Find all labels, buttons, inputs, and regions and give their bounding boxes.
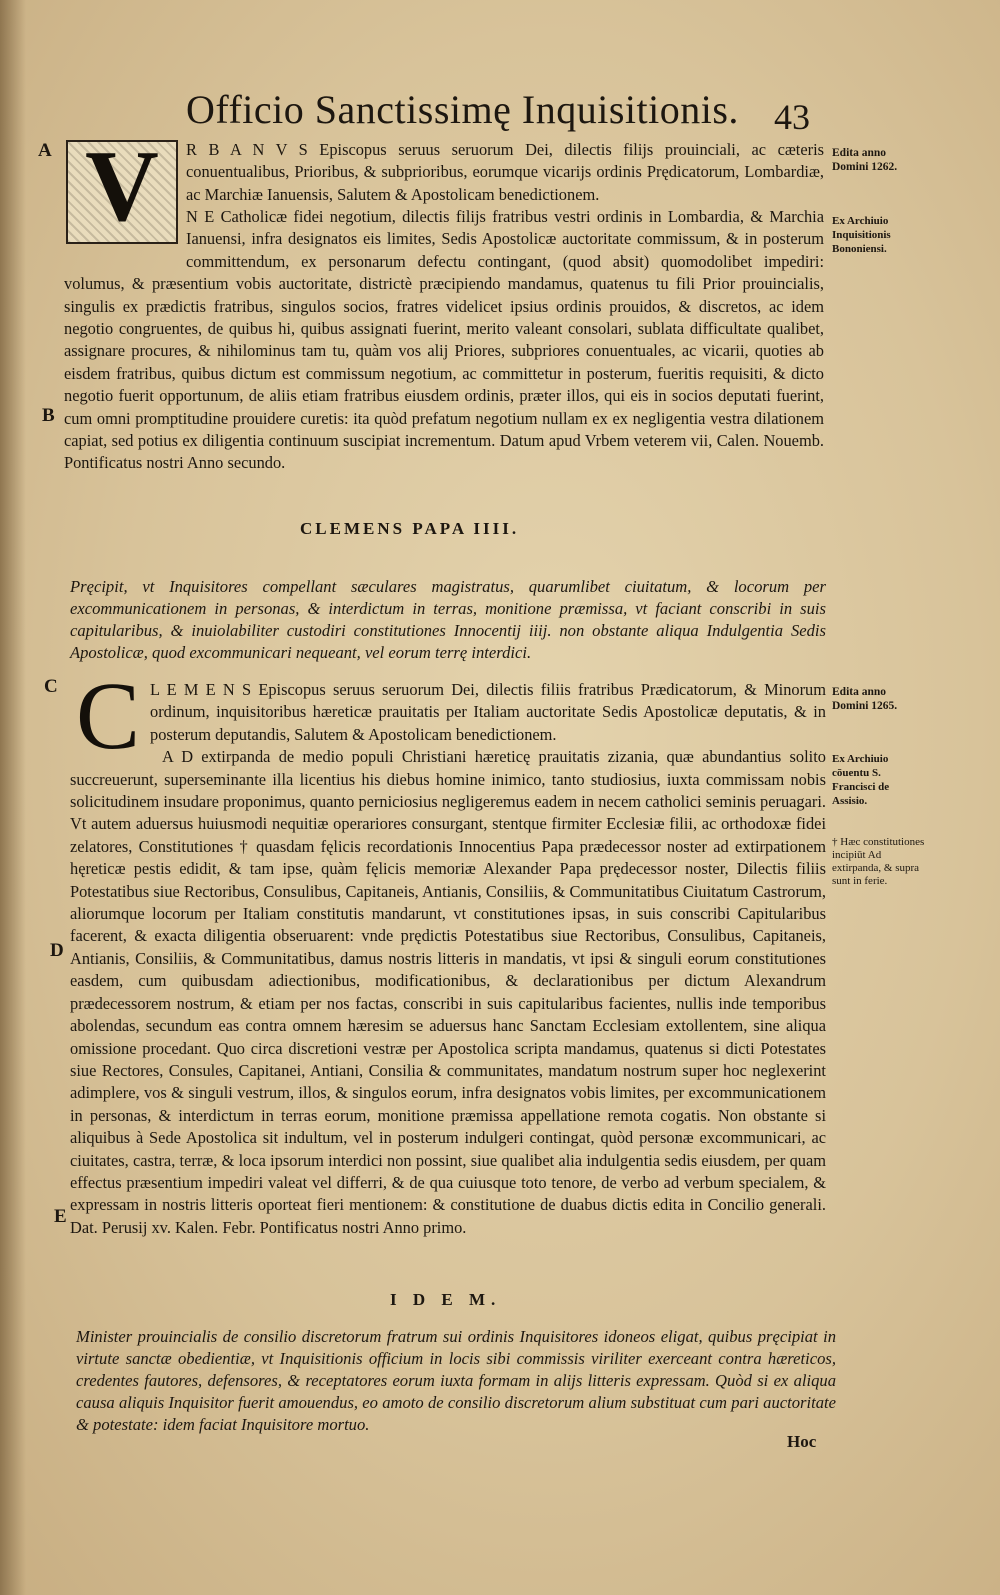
idem-summary: Minister prouincialis de consilio discretorum fratrum sui ordinis Inquisitores idoneos eligat, quibus pręcipiat in virtute sanctæ obedientiæ, vt Inquisitionis officium in locis sibi commissis viriliter exerceant contra hæreticos, credentes fautores, defensores, & receptatores eorum iuxta formam in alijs litteris expressam. Quòd si ex aliqua causa aliquis Inquisitor fuerit amouendus, eo amoto de consilio discretorum alium substituat cum pari auctoritate & potestate: idem faciat Inquisitore mortuo. (76, 1327, 836, 1434)
urban-margin-date: Edita anno Domini 1262. (832, 147, 898, 173)
urban-bull-intro: R B A N V S Episcopus seruus seruorum Dei, dilectis filijs prouinciali, ac cæteris conuentualibus, Prioribus, & subprioribus, eorumque vicarijs ordinis Prędicatorum, Lombardiæ, ac Marchiæ Ianuensis, Salutem & Apostolicam benedictionem. (186, 140, 824, 204)
section-letter-a: A (38, 140, 52, 161)
section-letter-e: E (54, 1206, 67, 1227)
section-letter-b: B (42, 405, 55, 426)
urban-bull-body: N E Catholicæ fidei negotium, dilectis filijs fratribus vestri ordinis in Lombardia, & Marchia Ianuensi, infra designatos eis limites, Sedis Apostolicæ auctoritate commissum, & in posterum committendum, ex personarum defectu contingant, (quod absit) quomodolibet impediri: volumus, & præsentium vobis auctoritate, districtè præcipiendo mandamus, quatenus tu fili Prior prouincialis, singulis ex prædictis fratribus, singulos socios, fratres videlicet ipsius ordinis prouidos, & discretos, ac idem negotio congruentes, de quibus hi, quibus assignati fuerint, merito valeant consolari, sublata difficultate qualibet, assignare procures, & nihilominus tam tu, quàm vos alij Priores, subpriores conuentuales, ac vicarii, quoties ab eisdem fratribus, quibus dictum est commissum negotium, ac committetur in posterum, fueritis requisiti, & dicto negotio fuerit opportunum, de aliis etiam fratribus eiusdem ordinis, præter illos, qui eis in socios deputati fuerint, cum omni promptitudine prouidere curetis: ita quòd prefatum negotium nullam ex ex negligentia vestra dilationem capiat, sed potius ex diligentia continuum suscipiat incrementum. Datum apud Vrbem veterem vii, Calen. Nouemb. Pontificatus nostri Anno secundo. (64, 207, 824, 473)
clemens-margin-note: † Hæc constitutiones incipiūt Ad extirpanda, & supra sunt in ferie. (832, 836, 925, 887)
initial-float-spacer (64, 206, 186, 272)
catchword: Hoc (787, 1432, 817, 1451)
urban-margin-source: Ex Archiuio Inquisitionis Bononiensi. (832, 215, 891, 255)
section-letter-c: C (44, 676, 58, 697)
clemens-heading: CLEMENS PAPA IIII. (300, 519, 520, 538)
running-head (186, 86, 826, 133)
idem-heading: I D E M. (390, 1290, 502, 1309)
clemens-bull: L E M E N S Episcopus seruus seruorum Dei, dilectis filiis fratribus Prædicatorum, & Minorum ordinum, inquisitoribus hæreticæ prauitatis per Italiam auctoritate Sedis Apostolicæ deputatis, & in posterum deputandis, Salutem & Apostolicam benedictionem. A D extirpanda de medio populi Christiani hæreticę prauitatis zizania, quæ abundantius solito succreuerunt, superseminante illa licentius his diebus homine inimico, tanto studiosius, iuxta commissam nobis solicitudinem insudare proponimus, quanto perniciosius negligeremus eadem in necem catholici seminis peruagari. Vt autem aduersus huiusmodi nequitiæ operariores consurgant, stentque firmiter Ecclesiæ filii, ac orthodoxæ fidei zelatores, Constitutiones † quasdam fęlicis recordationis Innocentius Papa prædecessor noster ad extirpationem hęreticæ pestis edidit, & tam ipse, quàm fęlicis memoriæ Alexander Papa prędecessor noster, Dilectis filiis Potestatibus siue Rectoribus, Consulibus, Capitaneis, Antianis, Consiliis, & Communitatibus Ciuitatum Castrorum, aliorumque locorum per Italiam constitutis mandarunt, vt constitutiones ipsas, in suis conscribi Capitularibus facerent, & exacta diligentia obseruarent: vnde prędictis Potestatibus siue Rectoribus, Consulibus, Capitaneis, Antianis, Consiliis, & Communitatibus, damus nostris litteris in mandatis, vt ipsi & singuli eorum constitutiones easdem, cum quibusdam adiectionibus, modificationibus, & declarationibus per dictum Alexandrum prædecessorem nostrum, & etiam per nos factas, conscribi in suis capitularibus facientes, nullis inde temporibus abolendas, secundum eas contra omnem hæresim se aduersus hanc Sanctam Ecclesiam extollentem, sine aliqua omissione procedant. Quo circa discretioni vestræ per Apostolica scripta mandamus, quatenus si dicti Potestates siue Rectores, Consules, Capitanei, Antiani, Consilia & communitates, mandatum nostrum super hoc neglexerint adimplere, vos & singuli vestrum, illos, & singulos eorum, infra designatos vobis limites, per excommunicationem in personas, & interdictum in terras eorum, monitione præmissa appellatione remota cogatis. Non obstante si aliquibus à Sede Apostolica sit indultum, vel in posterum indulgeri contingat, quòd personæ excommunicari, ac ciuitates, castra, terræ, & loca ipsorum interdici non possint, siue qualibet alia indulgentia sedis eiusdem, per quam effectus præsentium impediri valeat vel differri, & de qua cuiusque toto tenore, de verbo ad verbum specialem, & expressam in nostris litteris oporteat fieri mentionem: & constitutione de duabus dictis edita in Concilio generali. Dat. Perusij xv. Kalen. Febr. Pontificatus nostri Anno primo. (70, 680, 826, 1237)
page-number: 43 (774, 97, 810, 137)
page-title: Officio Sanctissimę Inquisitionis. (186, 87, 739, 132)
clemens-margin-source: Ex Archiuio cōuentu S. Francisci de Assisio. (832, 753, 890, 807)
clemens-margin-date: Edita anno Domini 1265. (832, 686, 898, 712)
section-letter-d: D (50, 940, 64, 961)
decorated-initial-c: C (75, 662, 141, 769)
decorated-initial-v: V (66, 140, 178, 244)
clemens-summary: Pręcipit, vt Inquisitores compellant sæculares magistratus, quarumlibet ciuitatum, & locorum per excommunicationem in personas, & interdictum in terras, monitione præmissa, vt faciant conscribi in suis capitularibus, & inuiolabiliter custodiri constitutiones Innocentij iiij. non obstante aliqua Indulgentia Sedis Apostolicæ, quod excommunicari nequeant, vel eorum terrę interdici. (70, 577, 826, 662)
initial-c-spacer (70, 679, 150, 745)
